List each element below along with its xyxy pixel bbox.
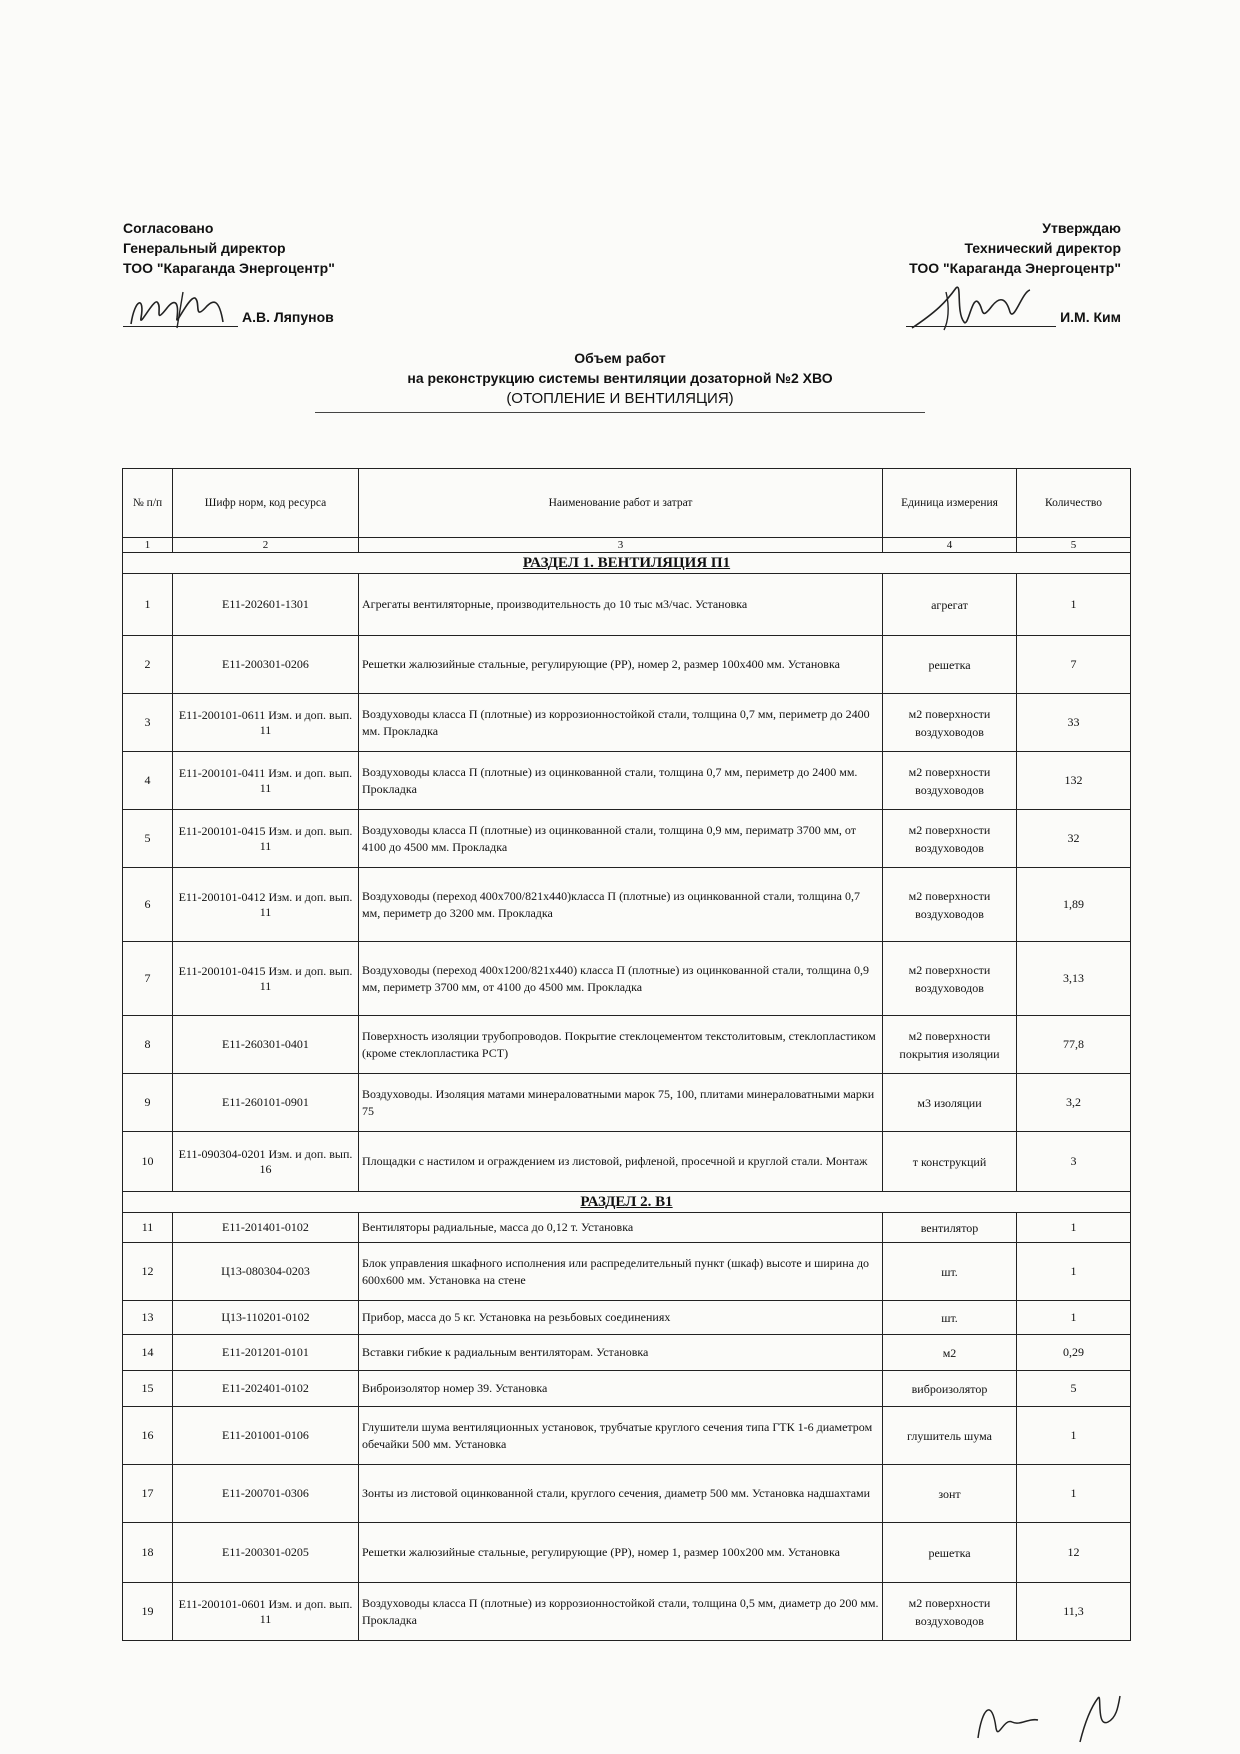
row-code: Е11-201201-0101 xyxy=(173,1335,359,1371)
table-row xyxy=(123,1465,1131,1523)
signatory-name: И.М. Ким xyxy=(1060,309,1121,325)
header-qty: Количество xyxy=(1017,469,1131,538)
row-name: Зонты из листовой оцинкованной стали, круглого сечения, диаметр 500 мм. Установка надшахтами xyxy=(359,1465,883,1523)
row-code: Е11-260301-0401 xyxy=(173,1016,359,1074)
row-unit: решетка xyxy=(883,636,1017,694)
col-number: 2 xyxy=(173,538,359,553)
row-qty: 5 xyxy=(1017,1371,1131,1407)
row-unit: глушитель шума xyxy=(883,1407,1017,1465)
row-name: Воздуховоды класса П (плотные) из оцинкованной стали, толщина 0,9 мм, периматр 3700 мм, от 4100 до 4500 мм. Прокладка xyxy=(359,810,883,868)
row-unit: м2 поверхности воздуховодов xyxy=(883,942,1017,1016)
row-name: Виброизолятор номер 39. Установка xyxy=(359,1371,883,1407)
row-unit: вентилятор xyxy=(883,1213,1017,1243)
row-name: Воздуховоды класса П (плотные) из оцинкованной стали, толщина 0,7 мм, периметр до 2400 мм. Прокладка xyxy=(359,752,883,810)
row-qty: 7 xyxy=(1017,636,1131,694)
row-number: 3 xyxy=(123,694,173,752)
row-name: Воздуховоды класса П (плотные) из коррозионностойкой стали, толщина 0,5 мм, диаметр до 200 мм. Прокладка xyxy=(359,1583,883,1641)
row-name: Воздуховоды класса П (плотные) из коррозионностойкой стали, толщина 0,7 мм, периметр до 2400 мм. Прокладка xyxy=(359,694,883,752)
row-name: Воздуховоды (переход 400х700/821х440)класса П (плотные) из оцинкованной стали, толщина 0,7 мм, периметр до 3200 мм. Прокладка xyxy=(359,868,883,942)
works-table xyxy=(122,468,1131,1641)
row-code: Е11-200101-0415 Изм. и доп. вып. 11 xyxy=(173,810,359,868)
row-qty: 1 xyxy=(1017,1465,1131,1523)
col-number: 5 xyxy=(1017,538,1131,553)
section-title: РАЗДЕЛ 1. ВЕНТИЛЯЦИЯ П1 xyxy=(123,553,1131,574)
row-unit: решетка xyxy=(883,1523,1017,1583)
row-number: 16 xyxy=(123,1407,173,1465)
row-number: 13 xyxy=(123,1301,173,1335)
title-line-1: Объем работ xyxy=(574,350,666,366)
table-row xyxy=(123,1335,1131,1371)
header-num: № п/п xyxy=(123,469,173,538)
signature-line xyxy=(123,296,335,327)
table-row xyxy=(123,636,1131,694)
row-name: Вентиляторы радиальные, масса до 0,12 т. Установка xyxy=(359,1213,883,1243)
row-qty: 1 xyxy=(1017,574,1131,636)
row-unit: агрегат xyxy=(883,574,1017,636)
col-number: 4 xyxy=(883,538,1017,553)
row-qty: 3,2 xyxy=(1017,1074,1131,1132)
row-unit: м3 изоляции xyxy=(883,1074,1017,1132)
row-number: 14 xyxy=(123,1335,173,1371)
row-name: Блок управления шкафного исполнения или распределительный пункт (шкаф) высоте и ширина до 600х600 мм. Установка на стене xyxy=(359,1243,883,1301)
row-code: Ц13-110201-0102 xyxy=(173,1301,359,1335)
section-row xyxy=(123,553,1131,574)
row-unit: м2 поверхности воздуховодов xyxy=(883,1583,1017,1641)
row-name: Поверхность изоляции трубопроводов. Покрытие стеклоцементом текстолитовым, стеклопластиком (кроме стеклопластика РСТ) xyxy=(359,1016,883,1074)
table-row xyxy=(123,1583,1131,1641)
row-unit: м2 поверхности воздуховодов xyxy=(883,810,1017,868)
row-qty: 1 xyxy=(1017,1407,1131,1465)
approval-position: Технический директор xyxy=(964,240,1121,256)
row-code: Е11-200101-0412 Изм. и доп. вып. 11 xyxy=(173,868,359,942)
row-name: Глушители шума вентиляционных установок, трубчатые круглого сечения типа ГТК 1-6 диаметром обечайки 500 мм. Установка xyxy=(359,1407,883,1465)
row-number: 1 xyxy=(123,574,173,636)
approval-position: Генеральный директор xyxy=(123,240,286,256)
row-code: Е11-200101-0601 Изм. и доп. вып. 11 xyxy=(173,1583,359,1641)
col-number: 3 xyxy=(359,538,883,553)
row-qty: 1 xyxy=(1017,1243,1131,1301)
row-unit: м2 поверхности воздуховодов xyxy=(883,752,1017,810)
table-row xyxy=(123,1301,1131,1335)
row-number: 2 xyxy=(123,636,173,694)
table-row xyxy=(123,694,1131,752)
row-code: Е11-200101-0411 Изм. и доп. вып. 11 xyxy=(173,752,359,810)
row-number: 7 xyxy=(123,942,173,1016)
table-row xyxy=(123,1407,1131,1465)
row-unit: м2 поверхности воздуховодов xyxy=(883,868,1017,942)
row-unit: м2 поверхности покрытия изоляции xyxy=(883,1016,1017,1074)
row-unit: шт. xyxy=(883,1243,1017,1301)
row-code: Е11-201401-0102 xyxy=(173,1213,359,1243)
header-unit: Единица измерения xyxy=(883,469,1017,538)
initials-drawing xyxy=(968,1688,1138,1748)
approval-label: Согласовано xyxy=(123,220,214,236)
row-qty: 3 xyxy=(1017,1132,1131,1192)
table-row xyxy=(123,1213,1131,1243)
table-row xyxy=(123,1016,1131,1074)
row-number: 15 xyxy=(123,1371,173,1407)
row-name: Решетки жалюзийные стальные, регулирующие (РР), номер 1, размер 100х200 мм. Установка xyxy=(359,1523,883,1583)
signatory-name: А.В. Ляпунов xyxy=(242,309,334,325)
row-code: Е11-202601-1301 xyxy=(173,574,359,636)
column-number-row xyxy=(123,538,1131,553)
row-name: Воздуховоды (переход 400х1200/821х440) класса П (плотные) из оцинкованной стали, толщина 0,9 мм, периметр 3700 мм, от 4100 до 4500 мм. Прокладка xyxy=(359,942,883,1016)
row-name: Агрегаты вентиляторные, производительность до 10 тыс м3/час. Установка xyxy=(359,574,883,636)
row-code: Е11-200101-0611 Изм. и доп. вып. 11 xyxy=(173,694,359,752)
row-number: 12 xyxy=(123,1243,173,1301)
section-title: РАЗДЕЛ 2. В1 xyxy=(123,1192,1131,1213)
row-unit: т конструкций xyxy=(883,1132,1017,1192)
row-code: Е11-260101-0901 xyxy=(173,1074,359,1132)
row-name: Вставки гибкие к радиальным вентиляторам. Установка xyxy=(359,1335,883,1371)
table-row xyxy=(123,942,1131,1016)
table-row xyxy=(123,1074,1131,1132)
row-unit: зонт xyxy=(883,1465,1017,1523)
row-qty: 132 xyxy=(1017,752,1131,810)
row-number: 6 xyxy=(123,868,173,942)
row-qty: 33 xyxy=(1017,694,1131,752)
title-line-2: на реконструкцию системы вентиляции дозаторной №2 ХВО xyxy=(407,370,833,386)
row-code: Е11-200101-0415 Изм. и доп. вып. 11 xyxy=(173,942,359,1016)
row-qty: 11,3 xyxy=(1017,1583,1131,1641)
row-qty: 12 xyxy=(1017,1523,1131,1583)
table-header-row xyxy=(123,469,1131,538)
row-number: 11 xyxy=(123,1213,173,1243)
signature-drawing xyxy=(906,282,1056,332)
row-number: 19 xyxy=(123,1583,173,1641)
approval-org: ТОО "Караганда Энергоцентр" xyxy=(909,260,1121,276)
row-code: Е11-200301-0206 xyxy=(173,636,359,694)
approval-label: Утверждаю xyxy=(1042,220,1121,236)
approval-block-right xyxy=(906,218,1121,327)
table-row xyxy=(123,1132,1131,1192)
row-qty: 3,13 xyxy=(1017,942,1131,1016)
row-name: Площадки с настилом и ограждением из листовой, рифленой, просечной и круглой стали. Монтаж xyxy=(359,1132,883,1192)
approval-org: ТОО "Караганда Энергоцентр" xyxy=(123,260,335,276)
row-name: Воздуховоды. Изоляция матами минераловатными марок 75, 100, плитами минераловатными марки 75 xyxy=(359,1074,883,1132)
table-row xyxy=(123,752,1131,810)
table-row xyxy=(123,574,1131,636)
signature-drawing xyxy=(123,288,243,332)
section-row xyxy=(123,1192,1131,1213)
row-unit: шт. xyxy=(883,1301,1017,1335)
document-title xyxy=(0,348,1240,413)
row-number: 18 xyxy=(123,1523,173,1583)
row-qty: 1 xyxy=(1017,1301,1131,1335)
page-initials xyxy=(968,1688,1138,1753)
row-qty: 77,8 xyxy=(1017,1016,1131,1074)
row-unit: м2 поверхности воздуховодов xyxy=(883,694,1017,752)
row-code: Е11-200301-0205 xyxy=(173,1523,359,1583)
row-number: 9 xyxy=(123,1074,173,1132)
table-row xyxy=(123,1371,1131,1407)
row-number: 4 xyxy=(123,752,173,810)
row-number: 8 xyxy=(123,1016,173,1074)
row-number: 10 xyxy=(123,1132,173,1192)
row-name: Решетки жалюзийные стальные, регулирующие (РР), номер 2, размер 100х400 мм. Установка xyxy=(359,636,883,694)
header-code: Шифр норм, код ресурса xyxy=(173,469,359,538)
approval-block-left xyxy=(123,218,335,327)
row-unit: м2 xyxy=(883,1335,1017,1371)
row-number: 17 xyxy=(123,1465,173,1523)
row-code: Е11-090304-0201 Изм. и доп. вып. 16 xyxy=(173,1132,359,1192)
col-number: 1 xyxy=(123,538,173,553)
row-unit: виброизолятор xyxy=(883,1371,1017,1407)
row-code: Е11-201001-0106 xyxy=(173,1407,359,1465)
title-underline xyxy=(315,412,925,413)
row-qty: 1 xyxy=(1017,1213,1131,1243)
row-code: Е11-202401-0102 xyxy=(173,1371,359,1407)
title-line-3: (ОТОПЛЕНИЕ И ВЕНТИЛЯЦИЯ) xyxy=(506,390,734,407)
table-row xyxy=(123,1243,1131,1301)
row-qty: 0,29 xyxy=(1017,1335,1131,1371)
table-row xyxy=(123,868,1131,942)
table-row xyxy=(123,1523,1131,1583)
signature-line xyxy=(906,296,1121,327)
row-qty: 1,89 xyxy=(1017,868,1131,942)
row-number: 5 xyxy=(123,810,173,868)
table-row xyxy=(123,810,1131,868)
header-name: Наименование работ и затрат xyxy=(359,469,883,538)
row-code: Е11-200701-0306 xyxy=(173,1465,359,1523)
row-qty: 32 xyxy=(1017,810,1131,868)
row-code: Ц13-080304-0203 xyxy=(173,1243,359,1301)
row-name: Прибор, масса до 5 кг. Установка на резьбовых соединениях xyxy=(359,1301,883,1335)
